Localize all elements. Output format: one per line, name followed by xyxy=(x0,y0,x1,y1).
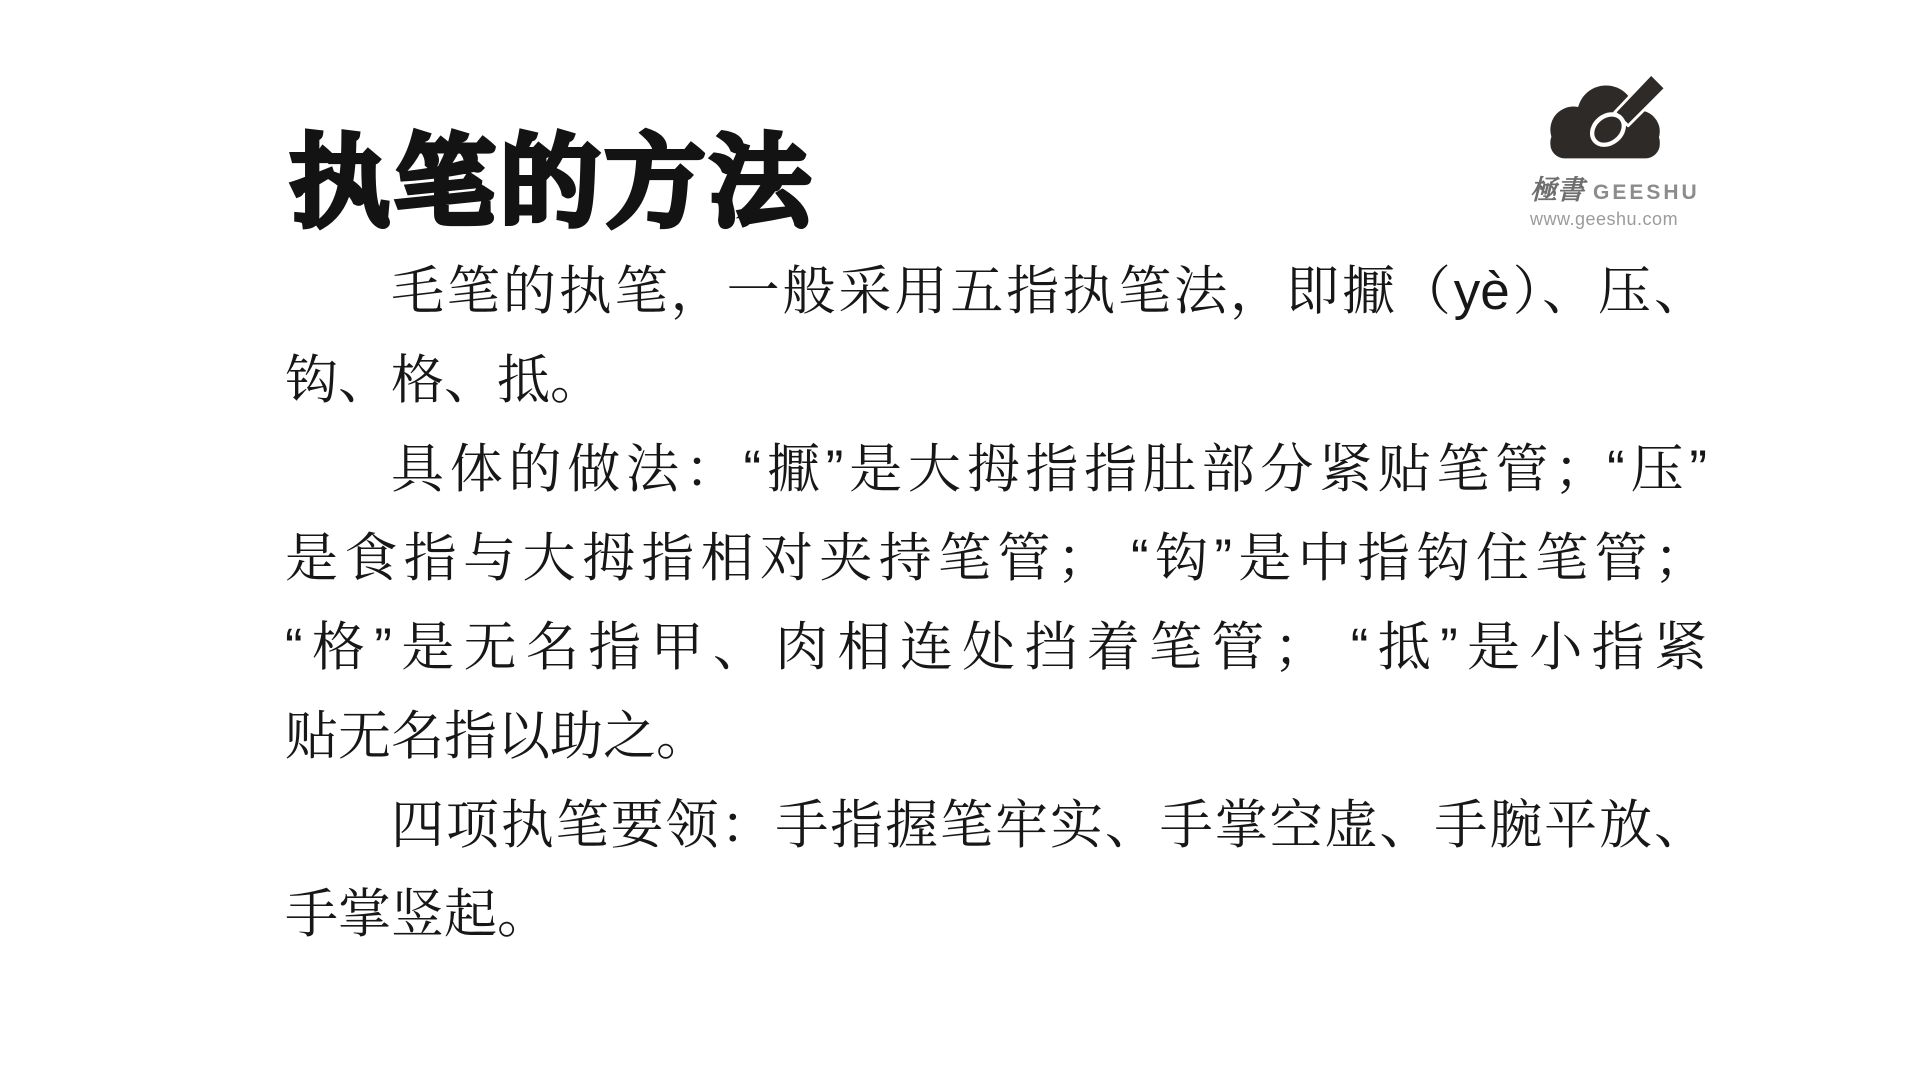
text-line: 具体的做法：“擫”是大拇指指肚部分紧贴笔管；“压” xyxy=(391,440,1707,499)
text-line: 钩、格、抵。 xyxy=(285,351,603,410)
text-line: “格”是无名指甲、肉相连处挡着笔管； “抵”是小指紧 xyxy=(285,618,1707,677)
logo-brand-cn: 極書 xyxy=(1530,175,1584,206)
logo-url: www.geeshu.com xyxy=(1530,209,1679,229)
text-line: 是食指与大拇指相对夹持笔管； “钩”是中指钩住笔管； xyxy=(285,529,1707,588)
text-line: 四项执笔要领：手指握笔牢实、手掌空虚、手腕平放、 xyxy=(391,796,1707,855)
page-title: 执笔的方法 xyxy=(290,124,815,241)
logo-brand-en: GEESHU xyxy=(1593,181,1700,204)
text-line: 毛笔的执笔，一般采用五指执笔法，即擫（yè）、压、 xyxy=(391,262,1707,321)
logo-brand-row xyxy=(1530,168,1720,207)
cloud-brush-icon xyxy=(1532,72,1682,168)
body-text xyxy=(285,247,1707,959)
text-line: 手掌竖起。 xyxy=(285,885,550,944)
geeshu-logo xyxy=(1530,72,1720,230)
text-line: 贴无名指以助之。 xyxy=(285,707,709,766)
